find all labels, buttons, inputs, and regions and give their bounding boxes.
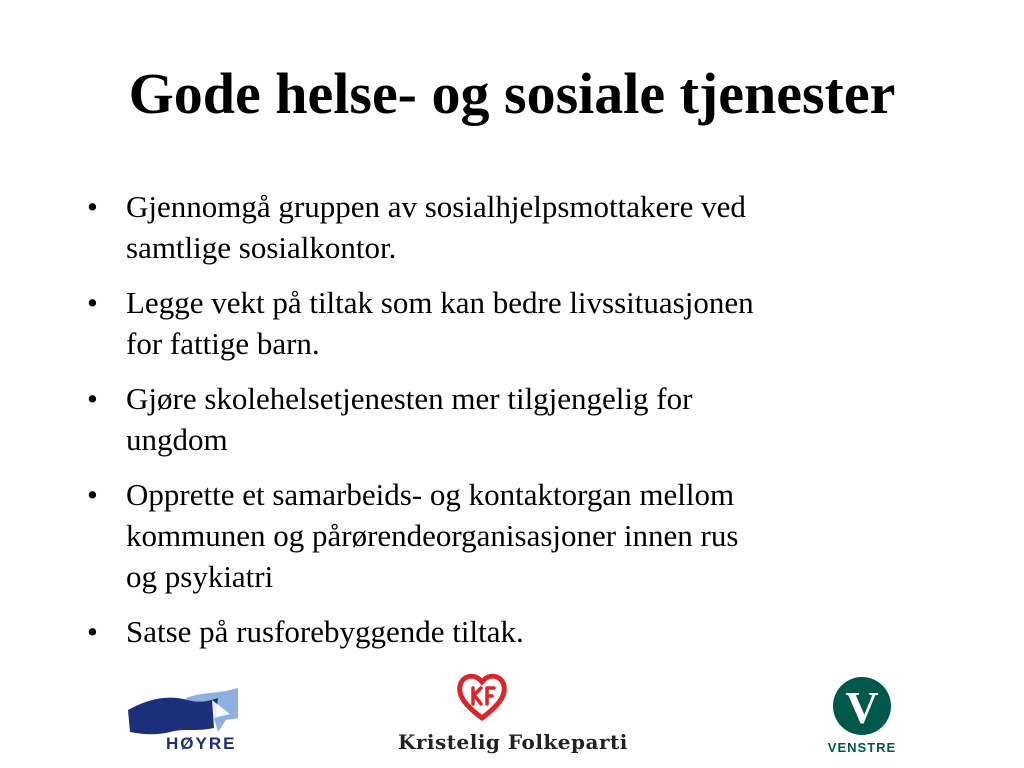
bullet-line: samtlige sosialkontor. [126,230,397,265]
bullet-dot: • [87,189,98,224]
bullet-line: Satse på rusforebyggende tiltak. [126,614,524,649]
krf-label: Kristelig Folkeparti [398,730,628,754]
hoyre-emblem-icon [126,688,244,736]
bullet-line: Gjøre skolehelsetjenesten mer tilgjengelig for [126,381,693,416]
bullet-line: Legge vekt på tiltak som kan bedre livssituasjonen [126,285,754,320]
bullet-dot: • [87,614,98,649]
hoyre-label: HØYRE [166,734,237,753]
venstre-label: VENSTRE [827,740,897,755]
krf-logo [398,672,628,758]
bullet-list [85,186,945,666]
slide-title: Gode helse- og sosiale tjenester [128,61,896,126]
venstre-logo [822,676,902,760]
bullet-item [85,282,945,364]
bullet-line: for fattige barn. [126,326,320,361]
bullet-item [85,186,945,268]
venstre-letter: V [845,682,879,733]
bullet-line: kommunen og pårørendeorganisasjoner innen rus [126,518,739,553]
bullet-dot: • [87,381,98,416]
bullet-item [85,611,945,652]
hoyre-logo [126,688,244,756]
bullet-dot: • [87,285,98,320]
bullet-dot: • [87,477,98,512]
bullet-line: ungdom [126,422,228,457]
bullet-line: Opprette et samarbeids- og kontaktorgan mellom [126,477,735,512]
bullet-item [85,474,945,597]
krf-heart-icon [456,672,508,722]
bullet-line: Gjennomgå gruppen av sosialhjelpsmottakere ved [126,189,746,224]
venstre-emblem-icon [832,676,892,736]
bullet-line: og psykiatri [126,559,274,594]
bullet-item [85,378,945,460]
